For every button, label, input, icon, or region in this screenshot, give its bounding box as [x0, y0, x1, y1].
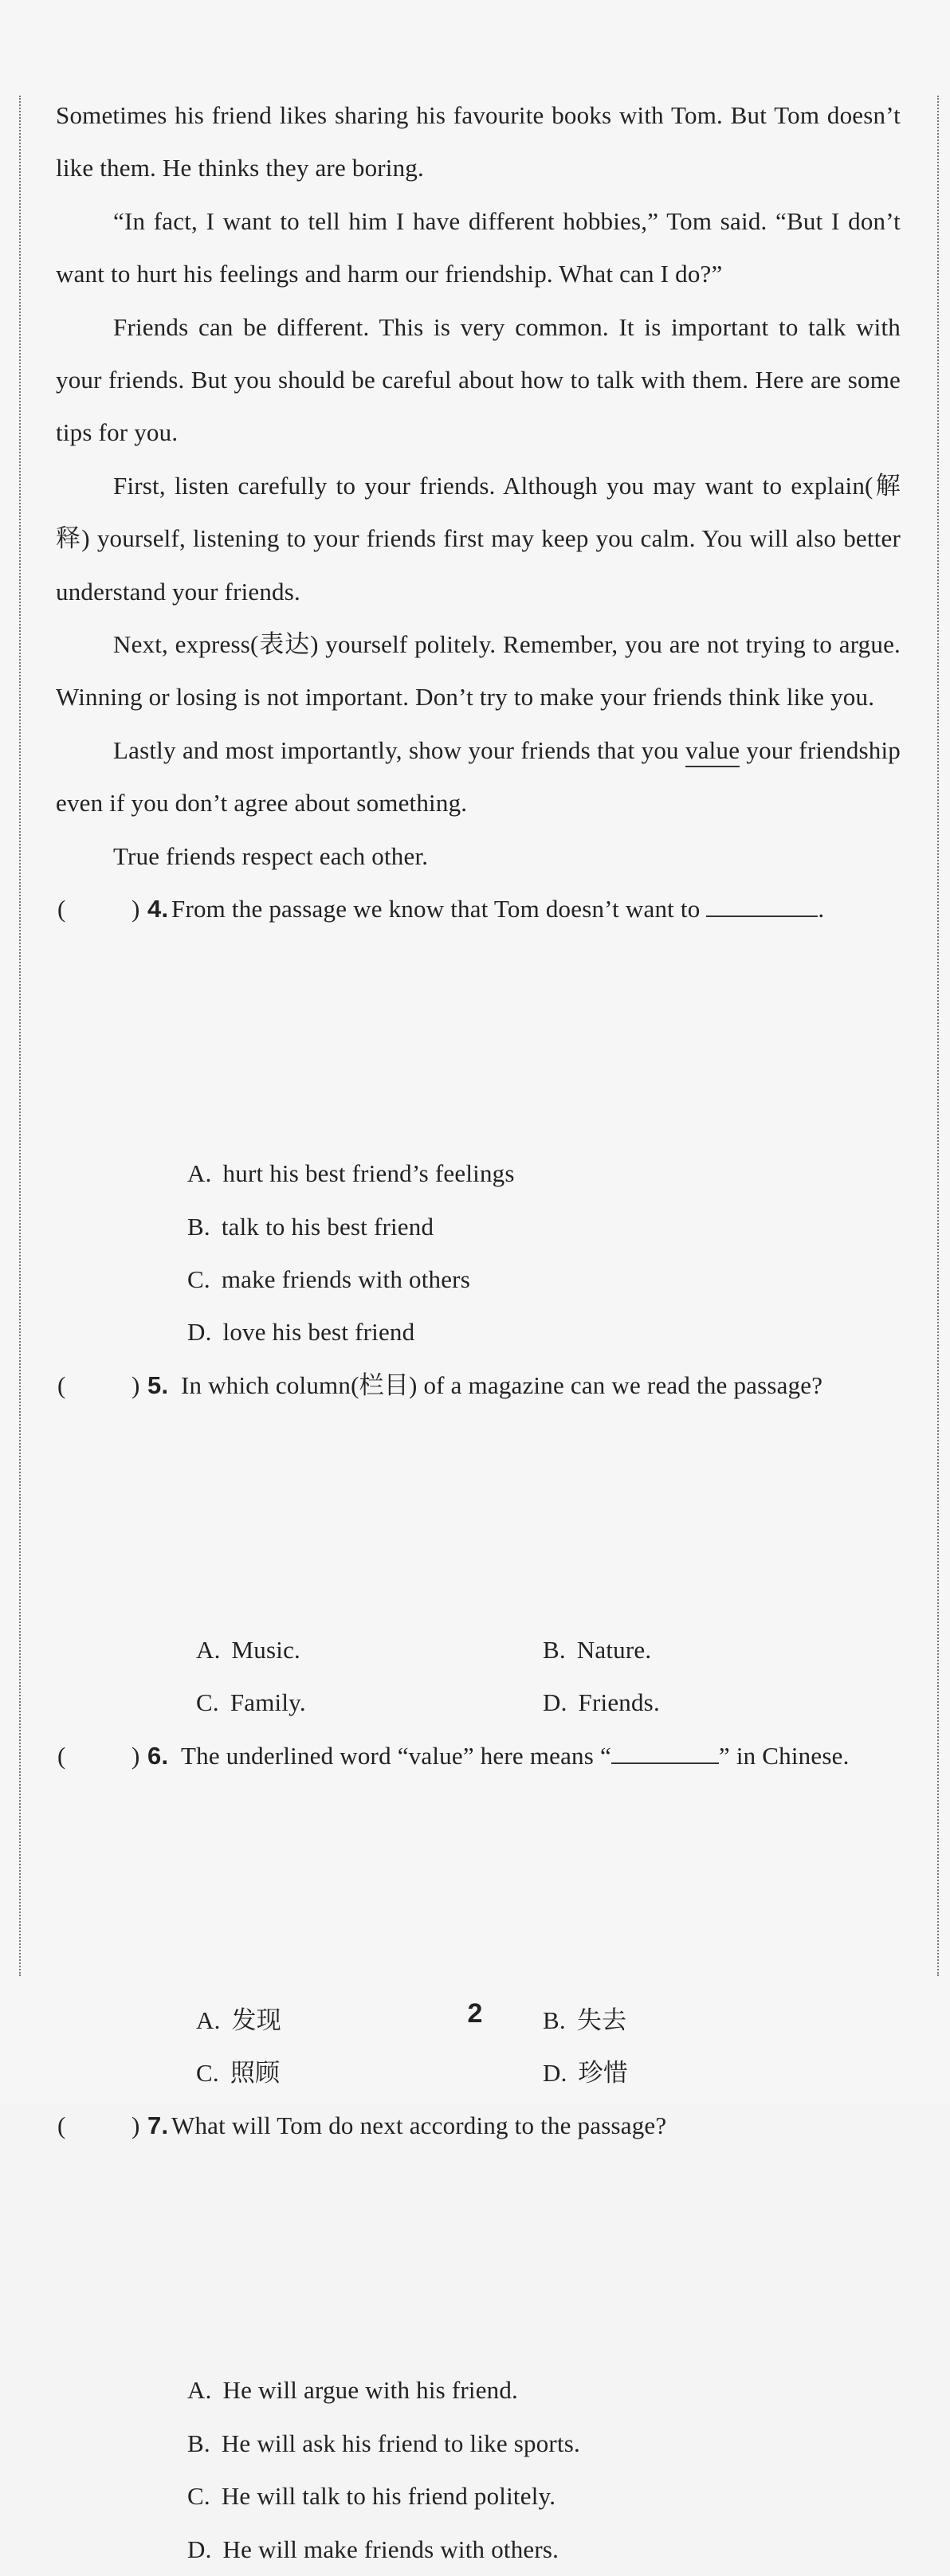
paragraph-2: “In fact, I want to tell him I have different hobbies,” Tom said. “But I don’t want to hurt his feelings and harm our friendship. What can I do?” — [56, 206, 901, 288]
option-a[interactable]: A. He will argue with his friend. — [187, 2376, 519, 2405]
question-number: 7. — [147, 2111, 169, 2140]
question-5 — [56, 1359, 901, 1730]
option-row — [56, 1676, 901, 1729]
question-text: The underlined word “value” here means “ ” in Chinese. — [171, 1730, 901, 1782]
option-row — [56, 1624, 901, 1676]
option-d[interactable]: D. 珍惜 — [543, 2059, 628, 2088]
option-b[interactable]: B. Nature. — [543, 1635, 652, 1664]
question-number: 4. — [147, 895, 169, 923]
option-b[interactable]: B. 失去 — [543, 2006, 627, 2034]
paragraph-5: Next, express(表达) yourself politely. Remember, you are not trying to argue. Winning or losing is not important. Don’t try to make your friends think like you. — [56, 630, 901, 712]
option-d[interactable]: D. Friends. — [543, 1688, 660, 1717]
question-4 — [56, 883, 901, 1359]
answer-blank[interactable] — [611, 1738, 719, 1764]
option-c[interactable]: C. He will talk to his friend politely. — [187, 2482, 556, 2511]
question-6 — [56, 1730, 901, 2100]
question-text: In which column(栏目) of a magazine can we read the passage? — [181, 1370, 823, 1399]
option-c[interactable]: C. 照顾 — [196, 2059, 281, 2088]
page-number: 2 — [467, 1998, 483, 2029]
option-b[interactable]: B. talk to his best friend — [187, 1212, 434, 1241]
question-number: 6. — [147, 1741, 169, 1770]
paragraph-7: True friends respect each other. — [113, 841, 429, 870]
option-c[interactable]: C. Family. — [196, 1688, 306, 1717]
left-binding-line — [19, 96, 21, 1976]
answer-bracket-7[interactable]: ( ) 7. — [56, 2100, 171, 2364]
answer-bracket-5[interactable]: ( ) 5. — [56, 1359, 171, 1624]
underlined-word-value: value — [685, 736, 740, 767]
paragraph-3: Friends can be different. This is very common. It is important to talk with your friends. But you should be careful about how to talk with them. Here are some tips for you. — [56, 312, 901, 447]
option-d[interactable]: D. He will make friends with others. — [187, 2535, 559, 2563]
question-7 — [56, 2100, 901, 2576]
paragraph-1: Sometimes his friend likes sharing his favourite books with Tom. But Tom doesn’t like them. He thinks they are boring. — [56, 101, 901, 182]
paragraph-6 — [56, 724, 901, 830]
paragraph-6-start: Lastly and most importantly, show your friends that you — [113, 735, 686, 764]
option-b[interactable]: B. He will ask his friend to like sports. — [187, 2429, 580, 2457]
option-c[interactable]: C. make friends with others — [187, 1264, 470, 1293]
paragraph-4: First, listen carefully to your friends. Although you may want to explain(解释) yourself, listening to your friends first may keep you calm. You will also better understand your friends. — [56, 471, 901, 606]
answer-blank[interactable] — [706, 891, 818, 917]
answer-bracket-4[interactable]: ( ) 4. — [56, 883, 171, 1147]
option-a[interactable]: A. 发现 — [196, 2006, 281, 2034]
reading-passage — [56, 89, 901, 2576]
question-text: From the passage we know that Tom doesn’t want to . — [171, 883, 901, 935]
question-text: What will Tom do next according to the passage? — [171, 2111, 667, 2140]
question-number: 5. — [147, 1370, 169, 1399]
right-binding-line — [937, 96, 939, 1976]
paragraph-6-end: your friendship even if you don’t agree about something. — [56, 735, 901, 817]
option-row — [56, 2047, 901, 2100]
option-a[interactable]: A. hurt his best friend’s feelings — [187, 1159, 515, 1188]
option-a[interactable]: A. Music. — [196, 1635, 300, 1664]
option-d[interactable]: D. love his best friend — [187, 1318, 415, 1347]
answer-bracket-6[interactable]: ( ) 6. — [56, 1730, 171, 1994]
